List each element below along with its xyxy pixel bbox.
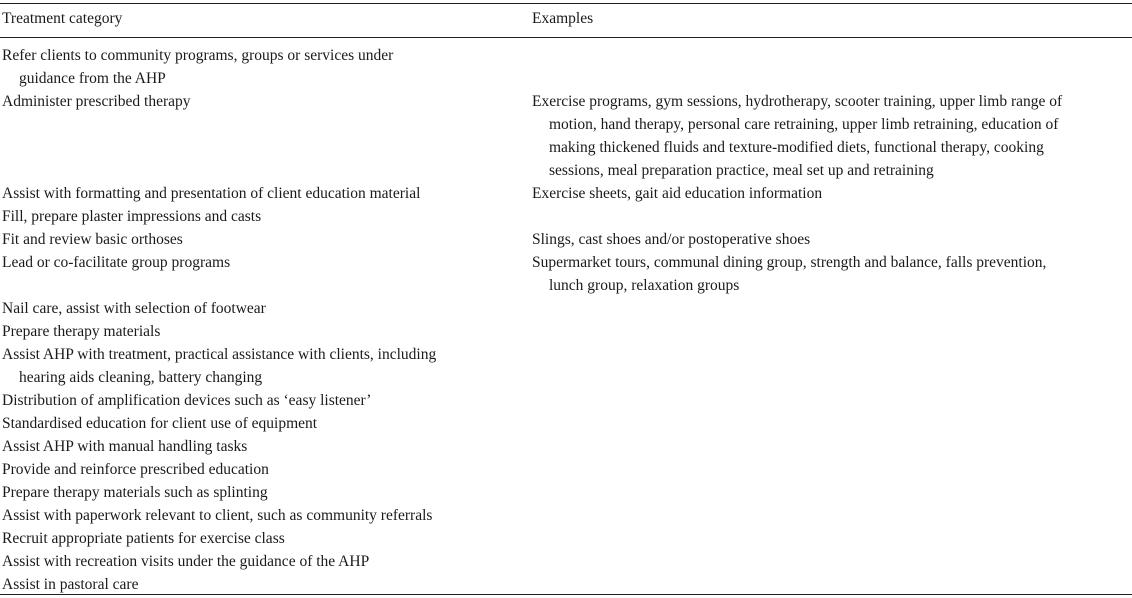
table-cell-category [2,550,502,573]
table-cell-line: Recruit appropriate patients for exercise class [2,530,285,547]
table-cell-category [2,44,502,90]
table-top-rule [0,3,1132,4]
table-cell-line: hearing aids cleaning, battery changing [19,369,263,386]
table-cell-line: Assist AHP with manual handling tasks [2,438,248,455]
table-cell-line: Fit and review basic orthoses [2,231,183,248]
table-cell-examples [532,182,1132,205]
table-cell-line: Exercise programs, gym sessions, hydrotherapy, scooter training, upper limb range of [532,93,1063,110]
table-cell-category [2,458,502,481]
table-cell-line: Standardised education for client use of equipment [2,415,318,432]
table-cell-category [2,389,502,412]
table-cell-category [2,320,502,343]
table-cell-line: Refer clients to community programs, groups or services under [2,47,394,64]
table-cell-category [2,297,502,320]
table-cell-examples [532,251,1132,297]
table-cell-line: Assist with formatting and presentation of client education material [2,185,421,202]
table-cell-line: Fill, prepare plaster impressions and casts [2,208,262,225]
table-cell-line: Slings, cast shoes and/or postoperative shoes [532,231,811,248]
table-cell-category [2,90,502,113]
table-cell-line: Assist AHP with treatment, practical assistance with clients, including [2,346,437,363]
table-cell-category [2,435,502,458]
table-cell-line: Administer prescribed therapy [2,93,191,110]
table-cell-line: guidance from the AHP [19,70,166,87]
table-bottom-rule [0,594,1132,595]
table-cell-category [2,205,502,228]
table-cell-examples [532,228,1132,251]
table-cell-line: sessions, meal preparation practice, meal set up and retraining [549,162,934,179]
table-cell-line: Distribution of amplification devices such as ‘easy listener’ [2,392,372,409]
table-cell-line: lunch group, relaxation groups [549,277,740,294]
table-cell-line: Assist with paperwork relevant to client, such as community referrals [2,507,433,524]
table-cell-category [2,504,502,527]
table-cell-category [2,527,502,550]
column-header-treatment-category: Treatment category [2,10,123,27]
table-cell-line: Provide and reinforce prescribed education [2,461,269,478]
table-cell-category [2,412,502,435]
table-cell-examples [532,90,1132,182]
table-cell-line: Nail care, assist with selection of footwear [2,300,266,317]
table-cell-category [2,251,502,274]
table-cell-line: making thickened fluids and texture-modified diets, functional therapy, cooking [549,139,1044,156]
table-cell-line: motion, hand therapy, personal care retraining, upper limb retraining, education of [549,116,1059,133]
table-cell-line: Supermarket tours, communal dining group, strength and balance, falls prevention, [532,254,1047,271]
column-header-examples: Examples [532,10,594,27]
table-cell-line: Assist in pastoral care [2,576,139,593]
table-cell-category [2,573,502,596]
table-cell-category [2,228,502,251]
table-cell-category [2,343,502,389]
table-cell-line: Prepare therapy materials [2,323,161,340]
table-cell-line: Assist with recreation visits under the guidance of the AHP [2,553,370,570]
table-cell-line: Exercise sheets, gait aid education information [532,185,823,202]
table-cell-category [2,481,502,504]
table-cell-category [2,182,502,205]
table-cell-line: Prepare therapy materials such as splinting [2,484,268,501]
table-header-rule [0,37,1132,38]
table-cell-line: Lead or co-facilitate group programs [2,254,231,271]
